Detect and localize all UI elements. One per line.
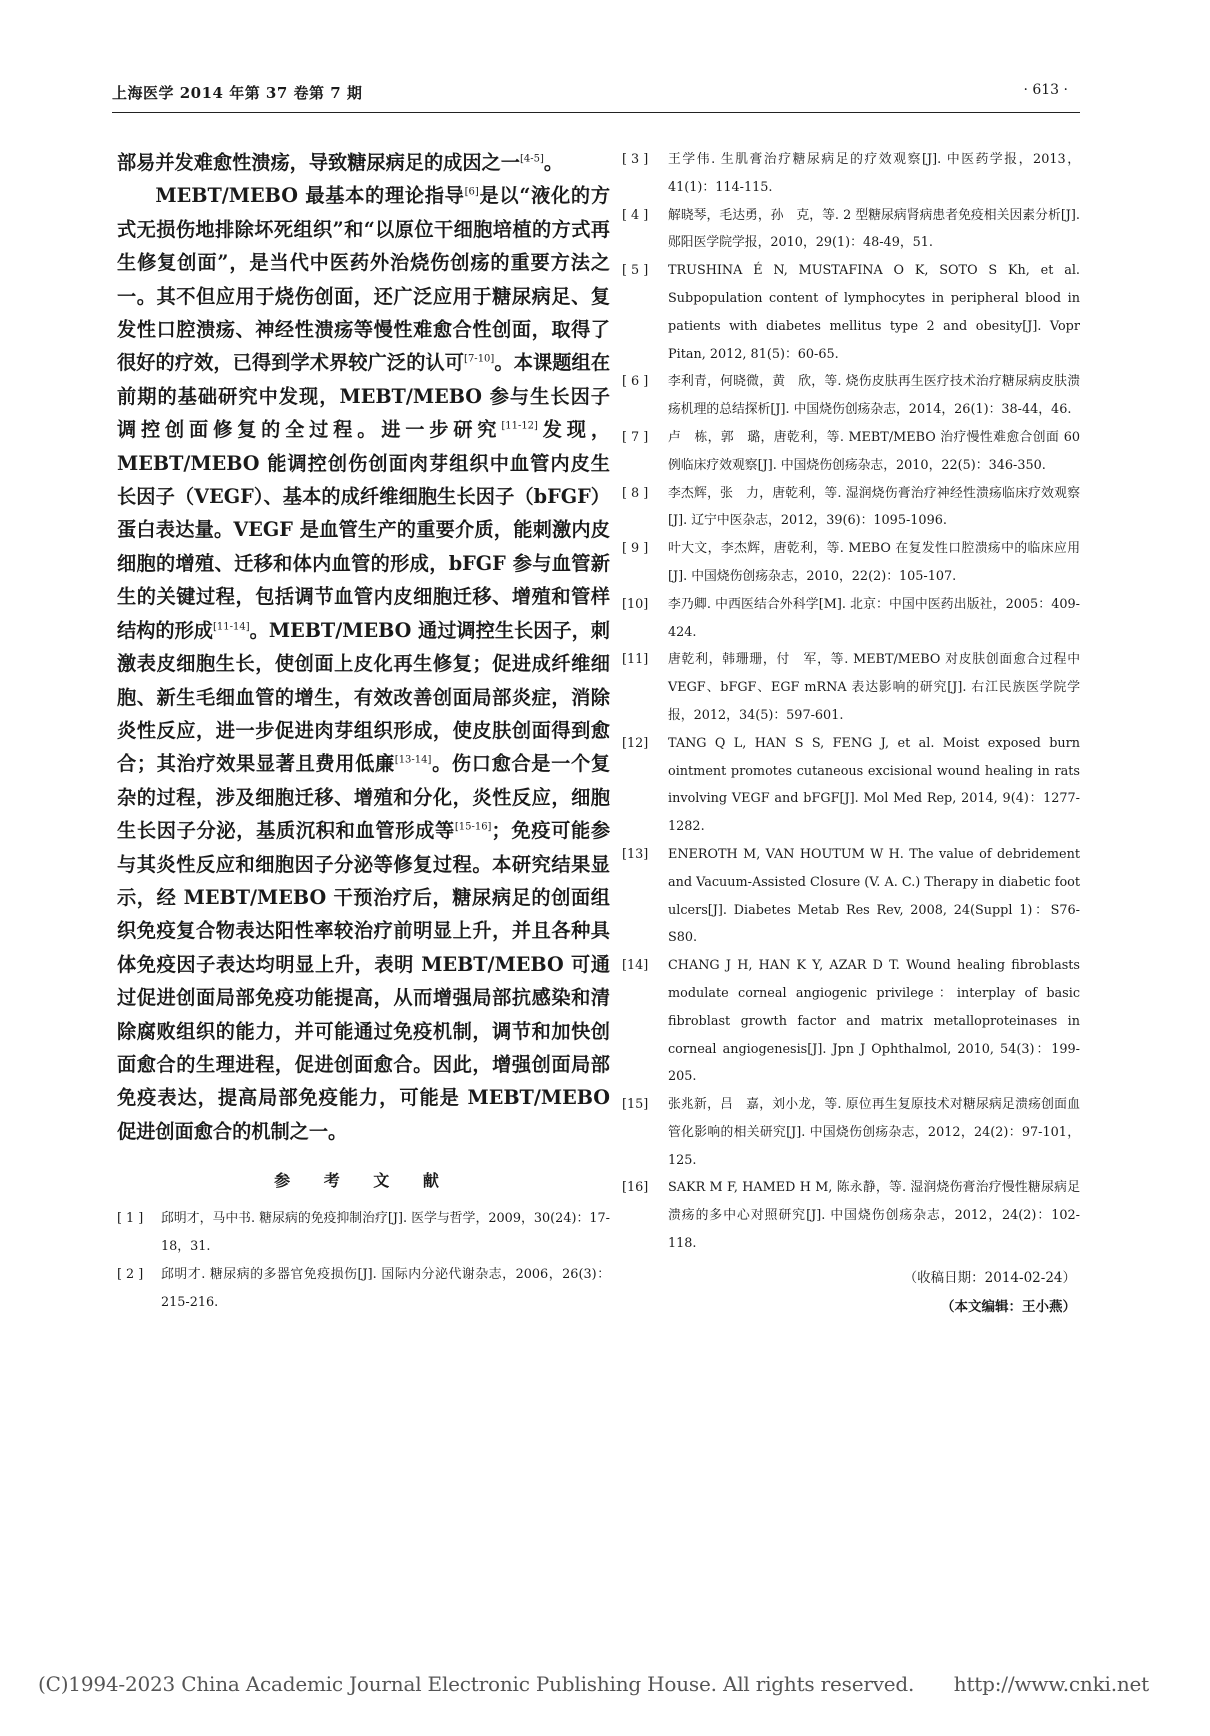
reference-item: [12] TANG Q L, HAN S S, FENG J, et al. Moist exposed burn ointment promotes cutaneous excisional wound healing in rats involving VEGF and bFGF[J]. Mol Med Rep, 2014, 9(4)：1277-1282. (622, 735, 1080, 835)
paragraph-1: 部易并发难愈性溃疡，导致糖尿病足的成因之一[4-5]。 (117, 151, 564, 174)
reference-item: [ 2 ] 邱明才. 糖尿病的多器官免疫损伤[J]. 国际内分泌代谢杂志，2006，26(3)：215-216. (117, 1266, 610, 1310)
reference-item: [14] CHANG J H, HAN K Y, AZAR D T. Wound healing fibroblasts modulate corneal angiogenic privilege：interplay of basic fibroblast growth factor and matrix metalloproteinases in corneal angiogenesis[J]. Jpn J Ophthalmol, 2010, 54(3)：199-205. (622, 958, 1080, 1085)
page-number: · 613 · (1023, 82, 1068, 98)
right-column (622, 146, 1080, 1322)
reference-item: [15] 张兆新，吕 嘉，刘小龙，等. 原位再生复原技术对糖尿病足溃疡创面血管化影响的相关研究[J]. 中国烧伤创疡杂志，2012，24(2)：97-101，125. (622, 1097, 1080, 1168)
reference-item: [11] 唐乾利，韩珊珊，付 军，等. MEBT/MEBO 对皮肤创面愈合过程中 VEGF、bFGF、EGF mRNA 表达影响的研究[J]. 右江民族医学院学报，2012，34(5)：597-601. (622, 652, 1080, 723)
reference-item: [ 1 ] 邱明才，马中书. 糖尿病的免疫抑制治疗[J]. 医学与哲学，2009，30(24)：17-18，31. (117, 1211, 610, 1254)
running-header (112, 82, 1080, 110)
reference-item: [ 7 ] 卢 栋，郭 璐，唐乾利，等. MEBT/MEBO 治疗慢性难愈合创面 60 例临床疗效观察[J]. 中国烧伤创疡杂志，2010，22(5)：346-350. (622, 429, 1080, 473)
reference-item: [10] 李乃卿. 中西医结合外科学[M]. 北京：中国中医药出版社，2005：409-424. (622, 596, 1080, 640)
reference-item: [13] ENEROTH M, VAN HOUTUM W H. The value of debridement and Vacuum-Assisted Closure (V. A. C.) Therapy in diabetic foot ulcers[J]. Diabetes Metab Res Rev, 2008, 24(Suppl 1)：S76-S80. (622, 846, 1080, 946)
body-text (117, 146, 610, 1148)
reference-item: [ 8 ] 李杰辉，张 力，唐乾利，等. 湿润烧伤膏治疗神经性溃疡临床疗效观察[J]. 辽宁中医杂志，2012，39(6)：1095-1096. (622, 485, 1080, 529)
reference-item: [16] SAKR M F, HAMED H M, 陈永静，等. 湿润烧伤膏治疗慢性糖尿病足溃疡的多中心对照研究[J]. 中国烧伤创疡杂志，2012，24(2)：102-118. (622, 1180, 1080, 1252)
reference-item: [ 3 ] 王学伟. 生肌膏治疗糖尿病足的疗效观察[J]. 中医药学报，2013，41(1)：114-115. (622, 152, 1080, 195)
references-left (117, 1205, 610, 1316)
paragraph-2: MEBT/MEBO 最基本的理论指导[6]是以“液化的方式无损伤地排除坏死组织”和“以原位干细胞培植的方式再生修复创面”，是当代中医药外治烧伤创疡的重要方法之一。其不但应用于烧伤创面，还广泛应用于糖尿病足、复发性口腔溃疡、神经性溃疡等慢性难愈合性创面，取得了很好的疗效，已得到学术界较广泛的认可[7-10]。本课题组在前期的基础研究中发现，MEBT/MEBO 参与生长因子调控创面修复的全过程。进一步研究[11-12]发现，MEBT/MEBO 能调控创伤创面肉芽组织中血管内皮生长因子（VEGF）、基本的成纤维细胞生长因子（bFGF）蛋白表达量。VEGF 是血管生产的重要介质，能刺激内皮细胞的增殖、迁移和体内血管的形成，bFGF 参与血管新生的关键过程，包括调节血管内皮细胞迁移、增殖和管样结构的形成[11-14]。MEBT/MEBO 通过调控生长因子，刺激表皮细胞生长，使创面上皮化再生修复；促进成纤维细胞、新生毛细血管的增生，有效改善创面局部炎症，消除炎性反应，进一步促进肉芽组织形成，使皮肤创面得到愈合；其治疗效果显著且费用低廉[13-14]。伤口愈合是一个复杂的过程，涉及细胞迁移、增殖和分化，炎性反应，细胞生长因子分泌，基质沉积和血管形成等[15-16]；免疫可能参与其炎性反应和细胞因子分泌等修复过程。本研究结果显示，经 MEBT/MEBO 干预治疗后，糖尿病足的创面组织免疫复合物表达阳性率较治疗前明显上升，并且各种具体免疫因子表达均明显上升，表明 MEBT/MEBO 可通过促进创面局部免疫功能提高，从而增强局部抗感染和清除腐败组织的能力，并可能通过免疫机制，调节和加快创面愈合的生理进程，促进创面愈合。因此，增强创面局部免疫表达，提高局部免疫能力，可能是 MEBT/MEBO 促进创面愈合的机制之一。 (117, 184, 611, 1143)
reference-item: [ 4 ] 解晓琴，毛达勇，孙 克，等. 2 型糖尿病肾病患者免疫相关因素分析[J]. 郧阳医学院学报，2010，29(1)：48-49，51. (622, 207, 1080, 251)
journal-title: 上海医学 2014 年第 37 卷第 7 期 (112, 84, 363, 102)
left-column (117, 146, 610, 1316)
references-right (622, 146, 1080, 1258)
editor-note: （本文编辑：王小燕） (941, 1298, 1076, 1315)
copyright-footer: (C)1994-2023 China Academic Journal Electronic Publishing House. All rights reserved. http://www.cnki.net (38, 1672, 1150, 1696)
reference-item: [ 6 ] 李利青，何晓微，黄 欣，等. 烧伤皮肤再生医疗技术治疗糖尿病皮肤溃疡机理的总结探析[J]. 中国烧伤创疡杂志，2014，26(1)：38-44，46. (622, 374, 1080, 418)
received-date: （收稿日期：2014-02-24） (903, 1269, 1076, 1286)
references-heading: 参 考 文 献 (274, 1171, 453, 1191)
reference-item: [ 5 ] TRUSHINA É N, MUSTAFINA O K, SOTO S Kh, et al. Subpopulation content of lymphocytes in peripheral blood in patients with diabetes mellitus type 2 and obesity[J]. Vopr Pitan, 2012, 81(5)：60-65. (622, 263, 1080, 362)
header-rule (112, 112, 1080, 113)
reference-item: [ 9 ] 叶大文，李杰辉，唐乾利，等. MEBO 在复发性口腔溃疡中的临床应用[J]. 中国烧伤创疡杂志，2010，22(2)：105-107. (622, 541, 1080, 584)
